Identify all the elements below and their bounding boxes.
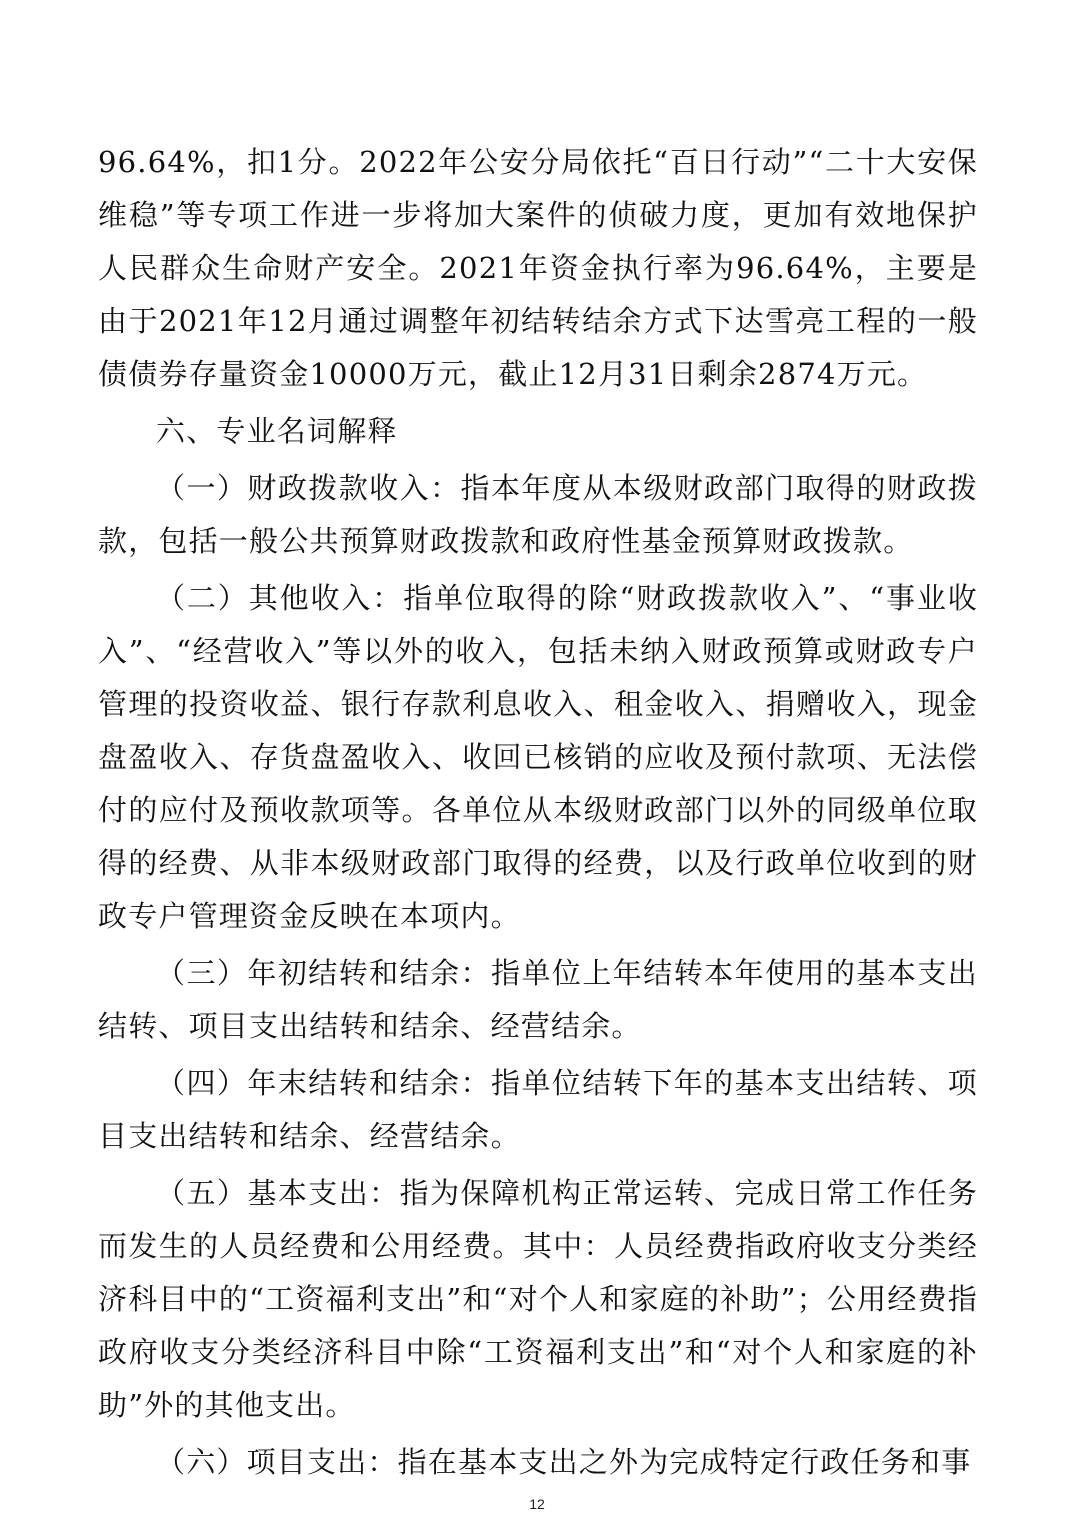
definition-ending-carryover: （四）年末结转和结余：指单位结转下年的基本支出结转、项目支出结转和结余、经营结余。 bbox=[98, 1066, 978, 1153]
definition-project-expenditure: （六）项目支出：指在基本支出之外为完成特定行政任务和事 bbox=[156, 1445, 972, 1479]
definition-basic-expenditure: （五）基本支出：指为保障机构正常运转、完成日常工作任务而发生的人员经费和公用经费。其中：人员经费指政府收支分类经济科目中的“工资福利支出”和“对个人和家庭的补助”；公用经费指政府收支分类经济科目中除“工资福利支出”和“对个人和家庭的补助”外的其他支出。 bbox=[98, 1176, 978, 1422]
definition-other-income: （二）其他收入：指单位取得的除“财政拨款收入”、“事业收入”、“经营收入”等以外的收入，包括未纳入财政预算或财政专户管理的投资收益、银行存款利息收入、租金收入、捐赠收入，现金盘盈收入、存货盘盈收入、收回已核销的应收及预付款项、无法偿付的应付及预收款项等。各单位从本级财政部门以外的同级单位取得的经费、从非本级财政部门取得的经费，以及行政单位收到的财政专户管理资金反映在本项内。 bbox=[98, 581, 978, 933]
continuation-paragraph: 96.64%，扣1分。2022年公安分局依托“百日行动”“二十大安保维稳”等专项工作进一步将加大案件的侦破力度，更加有效地保护人民群众生命财产安全。2021年资金执行率为96.64%，主要是由于2021年12月通过调整年初结转结余方式下达雪亮工程的一般债债券存量资金10000万元，截止12月31日剩余2874万元。 bbox=[98, 145, 978, 391]
document-body bbox=[98, 136, 978, 1489]
definition-fiscal-appropriation-income: （一）财政拨款收入：指本年度从本级财政部门取得的财政拨款，包括一般公共预算财政拨款和政府性基金预算财政拨款。 bbox=[98, 471, 978, 558]
section-heading: 六、专业名词解释 bbox=[156, 414, 398, 448]
definition-beginning-carryover: （三）年初结转和结余：指单位上年结转本年使用的基本支出结转、项目支出结转和结余、经营结余。 bbox=[98, 956, 978, 1043]
page-number: 12 bbox=[529, 1496, 545, 1512]
